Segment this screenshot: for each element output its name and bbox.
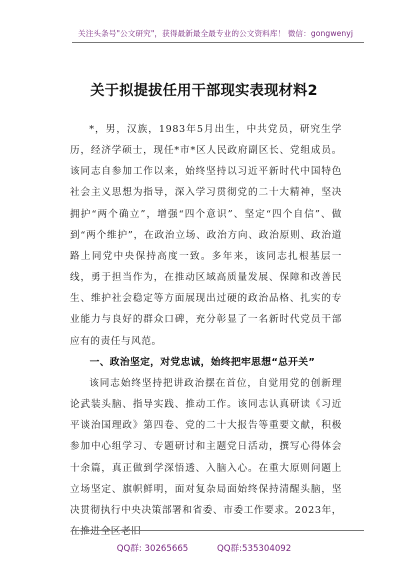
page-header	[0, 0, 408, 62]
header-notice: 关注头条号"公文研究"，获得最新最全最专业的公文资料库！ 微信：gongwenyj	[78, 29, 354, 38]
header-divider	[72, 42, 364, 43]
section-paragraph: 该同志始终坚持把讲政治摆在首位，自觉用党的创新理论武装头脑、指导实践、推动工作。该同志认真研读《习近平谈治国理政》第四卷、党的二十大报告等重要文献，积极参加中心组学习、专题研讨和主题党日活动，撰写心得体会十余篇，真正做到学深悟透、入脑入心。在重大原则问题上立场坚定、旗帜鲜明，面对复杂局面始终保持清醒头脑，坚决贯彻执行中央决策部署和省委、市委工作要求。2023年，在推进全区老旧	[70, 377, 342, 537]
footer-divider	[72, 530, 364, 531]
footer-qq-group-2: QQ群:535304092	[217, 544, 292, 554]
footer-qq-group-1: QQ群: 30265665	[116, 544, 189, 554]
page-footer	[0, 530, 408, 560]
footer-contacts	[0, 542, 408, 554]
intro-paragraph: *，男，汉族，1983年5月出生，中共党员，研究生学历，经济学硕士，现任*市*区人民政府副区长、党组成员。该同志自参加工作以来，始终坚持以习近平新时代中国特色社会主义思想为指导，深入学习贯彻党的二十大精神，坚决拥护“两个确立”，增强“四个意识”、坚定“四个自信”、做到“两个维护”，在政治立场、政治方向、政治原则、政治道路上同党中央保持高度一致。多年来，该同志扎根基层一线，勇于担当作为，在推动区域高质量发展、保障和改善民生、维护社会稳定等方面展现出过硬的政治品格、扎实的专业能力与良好的群众口碑，充分彰显了一名新时代党员干部应有的责任与风范。	[70, 124, 342, 347]
section-heading: 一、政治坚定，对党忠诚，始终把牢思想“总开关”	[89, 356, 316, 368]
document-body	[70, 119, 342, 542]
document-title: 关于拟提拔任用干部现实表现材料2	[90, 83, 318, 99]
